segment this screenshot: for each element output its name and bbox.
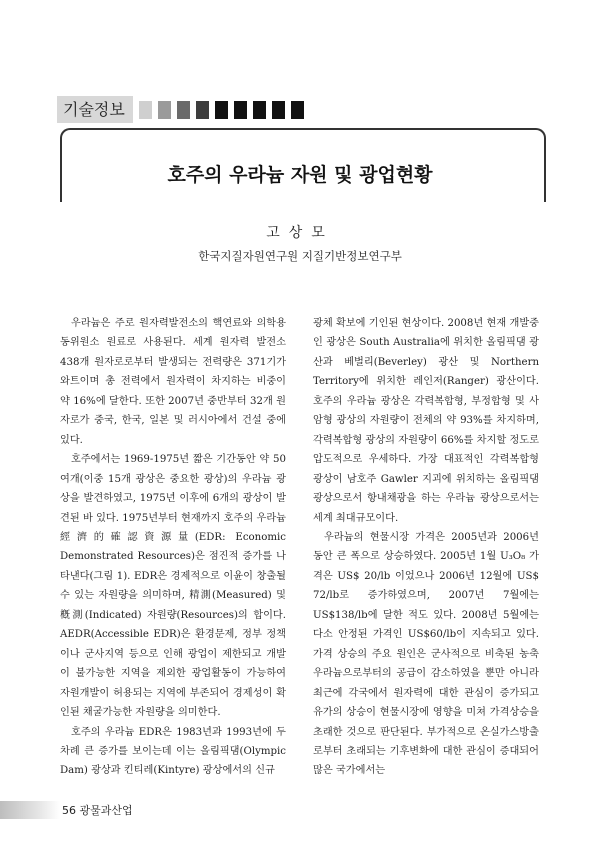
section-tag — [57, 96, 310, 123]
decor-block — [272, 101, 285, 119]
body-column-left — [60, 314, 286, 781]
decor-block — [139, 101, 152, 119]
article-title: 호주의 우라늄 자원 및 광업현황 — [167, 164, 433, 186]
decor-block — [291, 101, 304, 119]
author-name: 고상모 — [266, 225, 334, 241]
journal-name: 광물과산업 — [79, 804, 133, 817]
paragraph: 우라늄은 주로 원자력발전소의 핵연료와 의학용 동위원소 원료로 사용된다. 세계 원자력 발전소 438개 원자로로부터 발생되는 전력량은 371기가와트이며 총 전력에서 원자력이 차지하는 비중이 약 16%에 달한다. 또한 2007년 중반부터 32개 원자로가 중국, 한국, 일본 및 러시아에서 건설 중에 있다. — [60, 318, 286, 446]
paragraph: 광체 확보에 기인된 현상이다. 2008년 현재 개발중인 광상은 South Australia에 위치한 올림픽댐 광산과 베벌리(Beverley) 광산 및 Northern Territory에 위치한 레인저(Ranger) 광산이다. 호주의 우라늄 광상은 각력복합형, 부정합형 및 사암형 광상의 자원량이 전체의 약 93%를 차지하며, 각력복합형 광상의 자원량이 66%를 차지할 정도로 압도적으로 우세하다. 가장 대표적인 각력복합형 광상이 남호주 Gawler 지괴에 위치하는 올림픽댐 광상으로서 항내채광을 하는 우라늄 광상으로서는 세계 최대규모이다. — [313, 318, 539, 524]
decor-block — [234, 101, 247, 119]
decor-block — [215, 101, 228, 119]
page-number: 56 — [62, 804, 76, 817]
decor-block — [177, 101, 190, 119]
body-column-right — [313, 314, 539, 781]
decor-block — [158, 101, 171, 119]
footer-gradient-bar — [0, 801, 60, 819]
paragraph: 우라늄의 현물시장 가격은 2005년과 2006년 동안 큰 폭으로 상승하였다. 2005년 1월 U₃O₈ 가격은 US$ 20/lb 이었으나 2006년 12월에 US$ 72/lb로 증가하였으며, 2007년 7월에는 US$138/lb에 달한 적도 있다. 2008년 5월에는 다소 안정된 가격인 US$60/lb이 지속되고 있다. 가격 상승의 주요 원인은 군사적으로 비축된 농축 우라늄으로부터의 공급이 감소하였을 뿐만 아니라 최근에 각국에서 원자력에 대한 관심이 증가되고 유가의 상승이 현물시장에 영향을 미쳐 가격상승을 초래한 것으로 판단된다. 부가적으로 온실가스방출로부터 초래되는 기후변화에 대한 관심이 증대되어 많은 국가에서는 — [313, 531, 539, 777]
paragraph: 호주의 우라늄 EDR은 1983년과 1993년에 두차례 큰 증가를 보이는데 이는 올림픽댐(Olympic Dam) 광상과 킨티레(Kintyre) 광상에서의 신규 — [60, 726, 286, 777]
decor-block — [253, 101, 266, 119]
section-tag-decoration — [139, 101, 310, 119]
decor-block — [196, 101, 209, 119]
section-tag-label: 기술정보 — [57, 96, 133, 123]
footer-text — [62, 802, 133, 818]
page-footer — [0, 797, 180, 825]
author-affiliation: 한국지질자원연구원 지질기반정보연구부 — [198, 249, 402, 263]
paragraph: 호주에서는 1969-1975년 짧은 기간동안 약 50여개(이중 15개 광상은 중요한 광상)의 우라늄 광상을 발견하였고, 1975년 이후에 6개의 광상이 발견된 바 있다. 1975년부터 현재까지 호주의 우라늄 經濟的確認資源量(EDR: Economic Demonstrated Resources)은 점진적 증가를 나타낸다(그림 1). EDR은 경제적으로 이윤이 창출될 수 있는 자원량을 의미하며, 精測(Measured) 및 槪測(Indicated) 자원량(Resources)의 합이다. AEDR(Accessible EDR)은 환경문제, 정부 정책이나 군사지역 등으로 인해 광업이 제한되고 개발이 불가능한 지역을 제외한 광업활동이 가능하여 자원개발이 허용되는 지역에 부존되어 경제성이 확인된 채굴가능한 자원량을 의미한다. — [60, 454, 286, 719]
